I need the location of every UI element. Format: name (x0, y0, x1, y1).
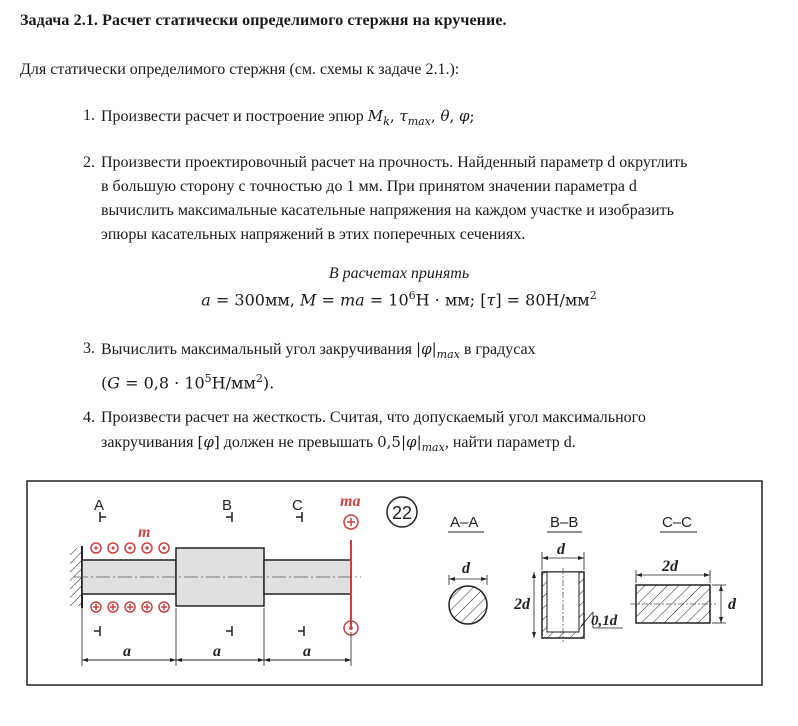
dim-2d-CC: 2d (662, 558, 678, 575)
dim-2d-BB: 2d (514, 596, 530, 613)
item-number: 4. (83, 409, 95, 426)
item-line: эпюры касательных напряжений в этих поперечных сечениях. (101, 226, 526, 243)
given-caption: В расчетах принять (328, 265, 470, 282)
section-C-label: C (292, 497, 303, 514)
given-formula: a = 300мм, M = ma = $10^6Н$ · мм; $[\tau] = 80Н/мм^2$ (201, 289, 597, 310)
scheme-figure (26, 480, 763, 686)
task-item-2 (83, 151, 783, 247)
dim-a-2: a (213, 643, 221, 660)
task-item-4 (83, 406, 783, 460)
dim-a-1: a (123, 643, 131, 660)
item-line: в большую сторону с точностью до 1 мм. При принятом значении параметра d (101, 178, 637, 195)
dim-d-AA: d (462, 560, 470, 577)
item-text: закручивания (101, 434, 194, 451)
task-title: Задача 2.1. Расчет статически определимого стержня на кручение. (20, 12, 507, 29)
section-BB-title: B–B (550, 514, 579, 531)
formula-epures: $M_k$, $\tau_{max}$, θ, φ; (367, 107, 475, 128)
item-number: 3. (83, 340, 95, 357)
item-number: 1. (83, 107, 95, 124)
dim-a-3: a (303, 643, 311, 660)
section-B-label: B (222, 497, 233, 514)
dim-d-BB: d (557, 541, 565, 558)
dim-wall-BB: 0,1d (591, 613, 618, 629)
moment-ma-label: ma (340, 493, 361, 510)
section-AA-title: A–A (450, 514, 479, 531)
intro-text: Для статически определимого стержня (см. схемы к задаче 2.1.): (20, 61, 460, 78)
formula-G: $(G = 0,8 \cdot 10^5Н/мм^2)$. (101, 372, 275, 393)
item-text: в градусах (463, 341, 536, 358)
task-item-3 (83, 337, 783, 395)
item-text: Произвести расчет и построение эпюр (101, 108, 364, 125)
item-line: вычислить максимальные касательные напряжения на каждом участке и изобразить (101, 202, 674, 219)
item-text: , найти параметр d. (444, 434, 576, 451)
item-text: Вычислить максимальный угол закручивания (101, 341, 412, 358)
item-text: должен не превышать (223, 434, 374, 451)
formula-phi-allow: [φ] (197, 433, 220, 451)
formula-phi-max: $|\varphi|_{max}$ (416, 340, 460, 361)
dim-d-CC: d (728, 596, 736, 613)
section-CC-title: C–C (662, 514, 693, 531)
moment-m-label: m (138, 524, 151, 541)
section-AA-shape (449, 586, 487, 624)
section-A-label: A (94, 497, 105, 514)
item-line: Произвести расчет на жесткость. Считая, что допускаемый угол максимального (101, 409, 646, 426)
item-line: Произвести проектировочный расчет на прочность. Найденный параметр d округлить (101, 154, 688, 171)
formula-phi-limit: $0,5|\varphi|_{max}$ (377, 433, 445, 454)
scheme-number: 22 (391, 503, 413, 523)
task-item-1 (83, 104, 783, 134)
item-number: 2. (83, 154, 95, 171)
